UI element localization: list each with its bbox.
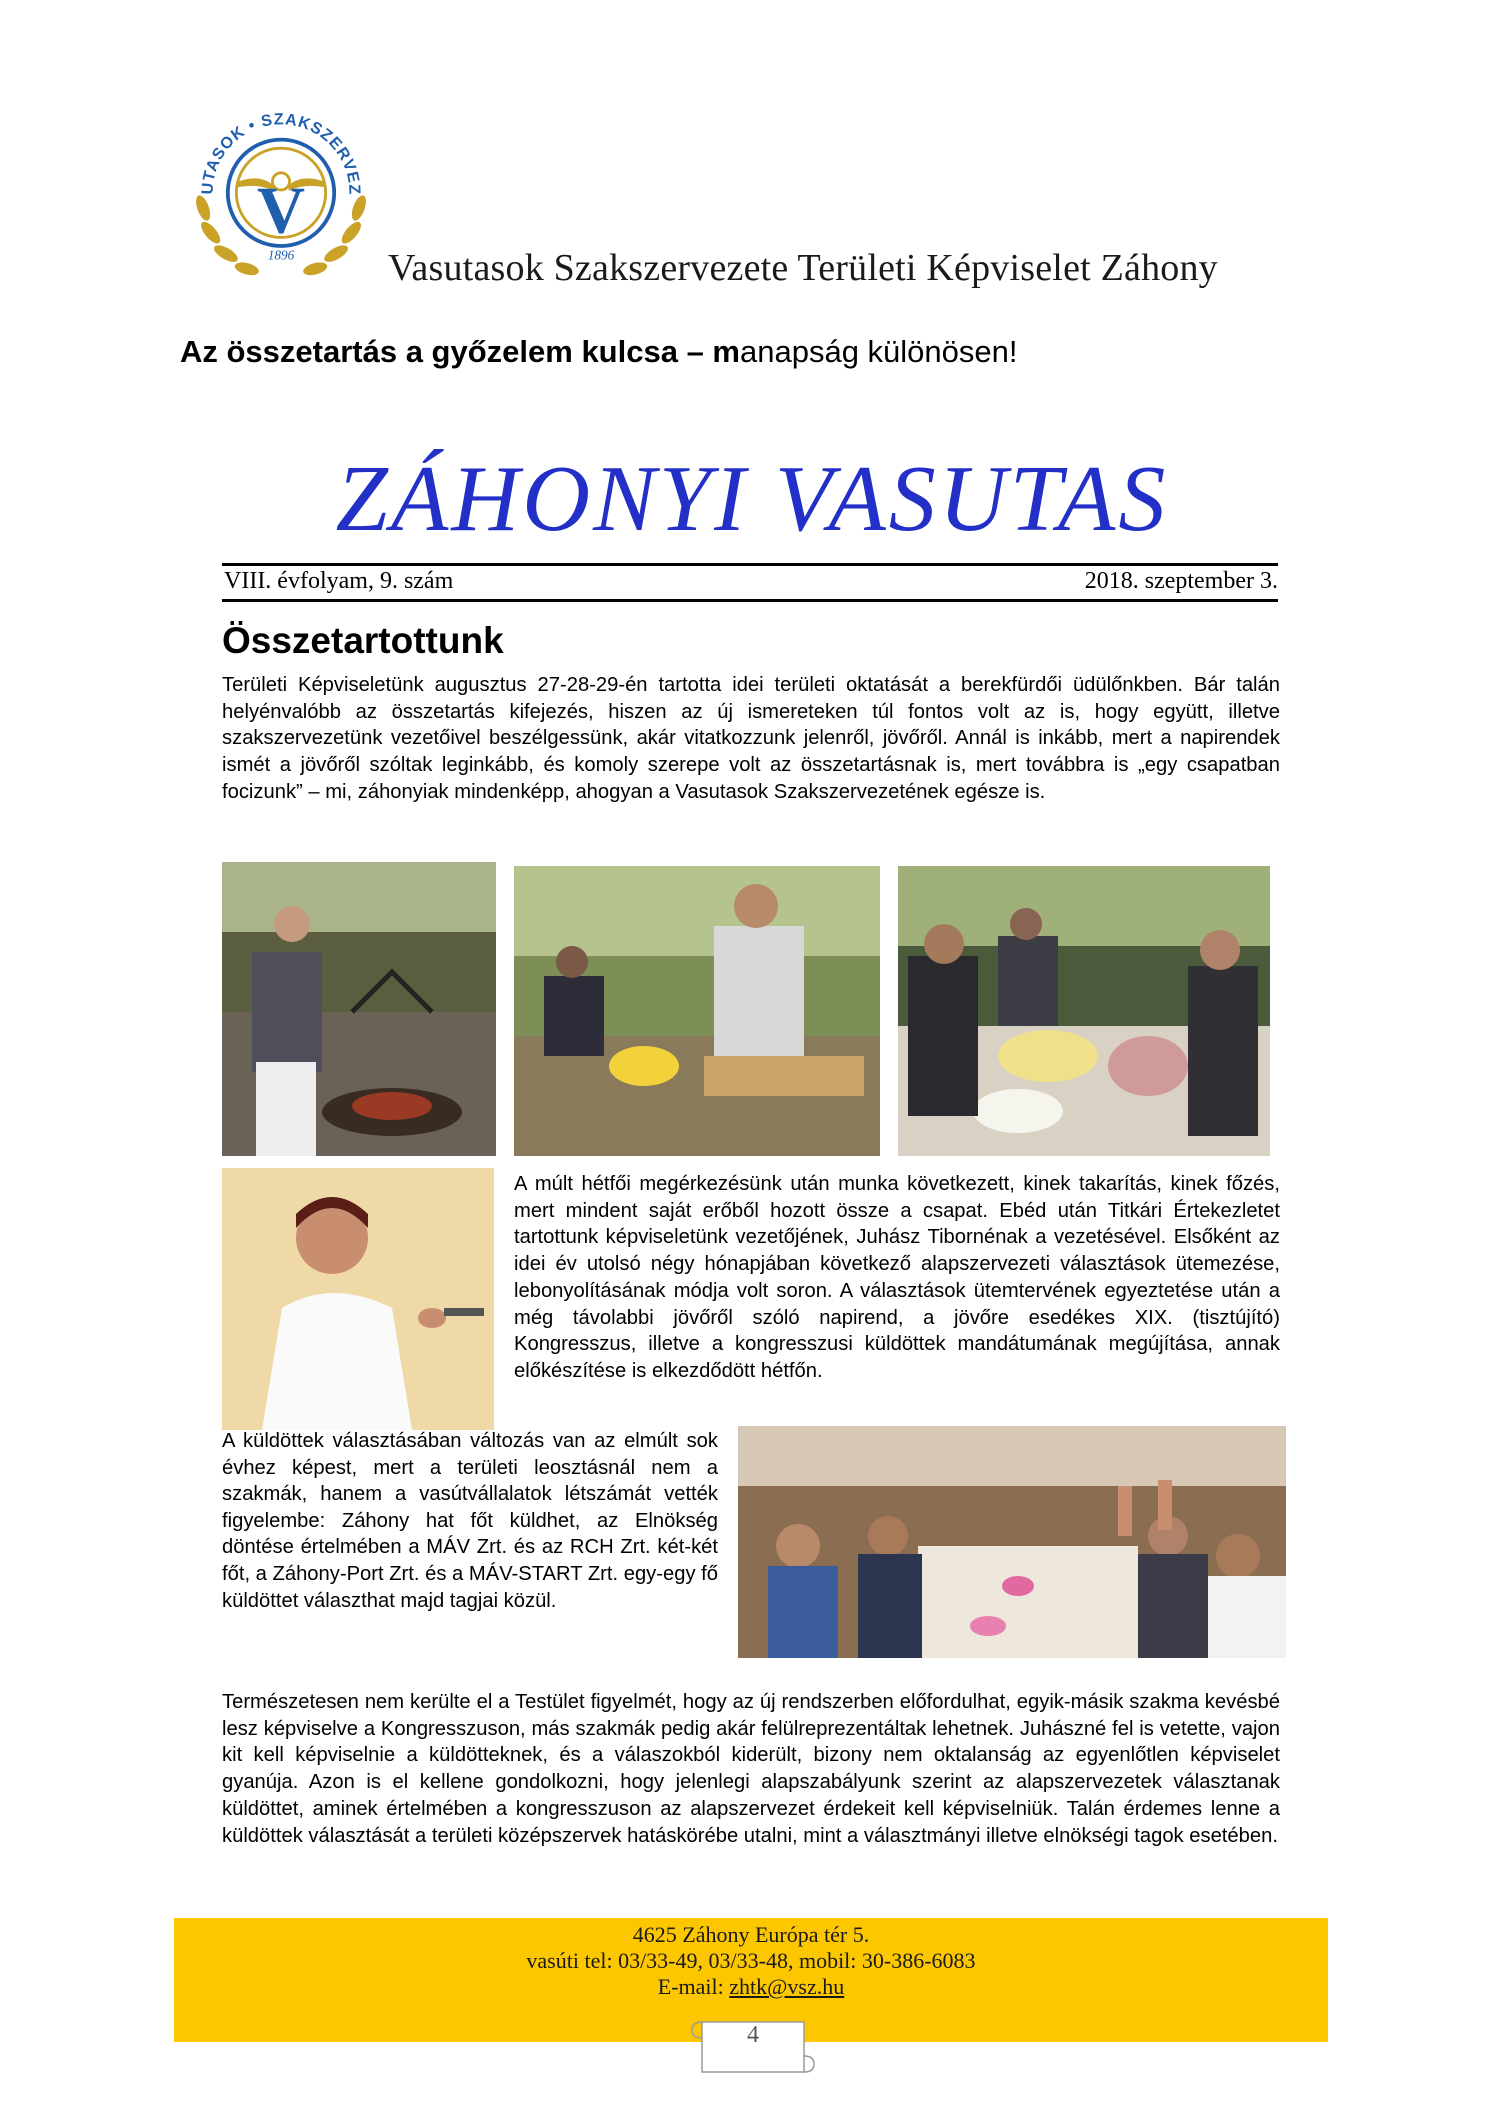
photo-meeting-vote (738, 1426, 1286, 1658)
photo-meal-preparation (514, 866, 880, 1156)
article-paragraph-3: A küldöttek választásában változás van az elmúlt sok évhez képest, mert a területi leosztásnál nem a szakmák, hanem a vasútvállalatok létszámát vették figyelembe: Záhony hat főt küldhet, az Elnökség döntése értelmében a MÁV Zrt. és az RCH Zrt. két-két főt, a Záhony-Port Zrt. és a MÁV-START Zrt. egy-egy fő küldöttet választhat majd tagjai közül. (222, 1430, 718, 1612)
article-paragraph-1: Területi Képviseletünk augusztus 27-28-29-én tartotta idei területi oktatását a berekfürdői üdülőnkben. Bár talán helyénvalóbb az összetartás kifejezés, hiszen az új ismereteken túl fontos volt az is, hogy együtt, illetve szakszervezetünk vezetőivel beszélgessünk, akár vitatkozzunk jelenről, jövőről. Annál is inkább, mert a napirendek ismét a jövőről szóltak leginkább, és komoly szerepe volt az összetartásnak is, mert továbbra is „egy csapatban focizunk” – mi, záhonyiak mindenképp, ahogyan a Vasutasok Szakszervezetének egésze is. (222, 674, 1280, 803)
union-logo (186, 94, 376, 284)
masthead-rule-bottom (222, 599, 1278, 602)
slogan (180, 334, 1018, 370)
photo-cooking-cauldron (222, 862, 496, 1156)
footer-email-link[interactable]: zhtk@vsz.hu (729, 1974, 845, 1999)
article-paragraph-4: Természetesen nem kerülte el a Testület figyelmét, hogy az új rendszerben előfordulhat, egyik-másik szakma kevésbé lesz képviselve a Kongresszuson, más szakmák pedig akár felülreprezentáltak lehetnek. Juhászné fel is vetette, vajon kit kell képviselnie a küldötteknek, és a válaszokból kiderült, bizony nem oktalanság az egyenlőtlen képviselet gyanúja. Azon is el kellene gondolkozni, hogy jelenlegi alapszabályunk szerint az alapszervezetek választanak küldöttet, aminek értelmében a kongresszuson az alapszervezet érdekeit kell képviselniük. Talán érdemes lenne a küldöttek választását a területi középszervek hatáskörébe utalni, mint a választmányi illetve elnökségi tagok esetében. (222, 1691, 1280, 1847)
issue-number: VIII. évfolyam, 9. szám (224, 568, 454, 594)
photo-group-cooking (898, 866, 1270, 1156)
organization-name: Vasutasok Szakszervezete Területi Képviselet Záhony (388, 247, 1218, 289)
photo-woman-speaking (222, 1168, 494, 1430)
union-logo-graphic (186, 94, 376, 284)
slogan-bold-part: Az összetartás a győzelem kulcsa – m (180, 334, 740, 369)
logo-letter: V (256, 174, 306, 248)
logo-ring-text: UTASOK • SZAKSZERVEZ (198, 110, 364, 196)
page-number: 4 (747, 2022, 759, 2048)
footer-phones: vasúti tel: 03/33-49, 03/33-48, mobil: 30-386-6083 (526, 1948, 976, 1973)
article-title: Összetartottunk (222, 620, 504, 661)
logo-year: 1896 (267, 247, 295, 263)
issue-line (224, 566, 1278, 598)
article-paragraph-2: A múlt hétfői megérkezésünk után munka következett, kinek takarítás, kinek főzés, mert mindent saját erőből hozott össze a csapat. Ebéd után Titkári Értekezletet tartottunk képviseletünk vezetőjének, Juhász Tibornénak a vezetésével. Elsőként az idei év utolsó négy hónapjában következő alapszervezeti választások ütemezése, lebonyolításának módja volt soron. A választások ütemtervének egyeztetése után a még távolabbi jövőről szóló napirend, a jövőre esedékes XIX. (tisztújító) Kongresszus, illetve a kongresszusi küldöttek mandátumának megújítása, annak előkészítése is elkezdődött hétfőn. (514, 1173, 1280, 1382)
issue-date: 2018. szeptember 3. (1084, 568, 1278, 594)
slogan-rest-part: anapság különösen! (739, 334, 1018, 369)
footer-email-label: E-mail: (657, 1974, 730, 1999)
footer-email-line (174, 1974, 1328, 2000)
footer-address: 4625 Záhony Európa tér 5. (632, 1922, 870, 1947)
newsletter-masthead: ZÁHONYI VASUTAS (335, 447, 1169, 551)
